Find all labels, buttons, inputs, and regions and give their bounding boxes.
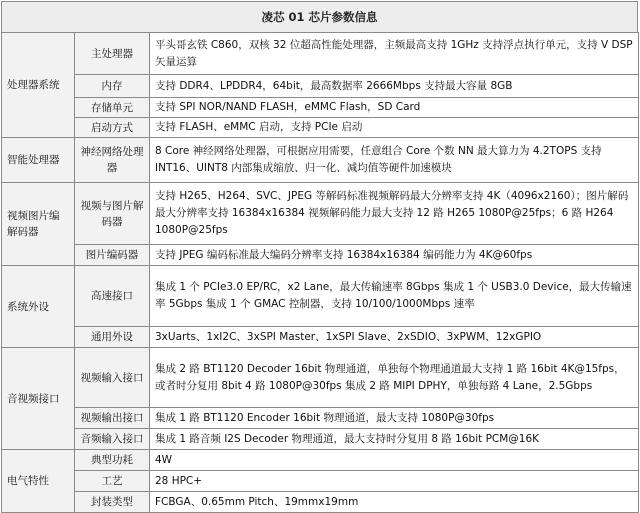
table-row — [2, 471, 639, 492]
category-cell: 处理器系统 — [2, 33, 75, 138]
item-name-cell: 高速接口 — [75, 266, 150, 327]
table-row — [2, 98, 639, 118]
item-name-cell: 视频输出接口 — [75, 408, 150, 429]
item-desc-cell: 集成 1 路音频 I2S Decoder 物理通道，最大支持时分复用 8 路 16bit PCM@16K — [150, 429, 639, 450]
table-row — [2, 183, 639, 245]
category-cell: 电气特性 — [2, 450, 75, 513]
table-row — [2, 408, 639, 429]
table-row — [2, 450, 639, 471]
item-desc-cell: 集成 1 路 BT1120 Encoder 16bit 物理通道，最大支持 1080P@30fps — [150, 408, 639, 429]
item-name-cell: 视频与图片解码器 — [75, 183, 150, 245]
item-name-cell: 存储单元 — [75, 98, 150, 118]
item-desc-cell: 支持 FLASH、eMMC 启动，支持 PCIe 启动 — [150, 118, 639, 138]
table-title: 凌芯 01 芯片参数信息 — [1, 1, 638, 33]
item-desc-cell: 集成 2 路 BT1120 Decoder 16bit 物理通道，单独每个物理通道最大支持 1 路 16bit 4K@15fps，或者时分复用 8bit 4 路 1080P@30fps 集成 2 路 MIPI DPHY，单独每路 4 Lane，2.5Gbps — [150, 348, 639, 408]
item-name-cell: 工艺 — [75, 471, 150, 492]
item-desc-cell: 支持 DDR4、LPDDR4，64bit，最高数据率 2666Mbps 支持最大容量 8GB — [150, 75, 639, 98]
table-row — [2, 138, 639, 183]
item-name-cell: 神经网络处理器 — [75, 138, 150, 183]
table-row — [2, 492, 639, 513]
table-row — [2, 118, 639, 138]
category-cell: 智能处理器 — [2, 138, 75, 183]
item-name-cell: 视频输入接口 — [75, 348, 150, 408]
table-row — [2, 266, 639, 327]
item-desc-cell: FCBGA、0.65mm Pitch、19mmx19mm — [150, 492, 639, 513]
item-name-cell: 典型功耗 — [75, 450, 150, 471]
table-row — [2, 245, 639, 266]
item-desc-cell: 3xUarts、1xI2C、3xSPI Master、1xSPI Slave、2xSDIO、3xPWM、12xGPIO — [150, 327, 639, 348]
item-name-cell: 图片编码器 — [75, 245, 150, 266]
item-name-cell: 封装类型 — [75, 492, 150, 513]
item-desc-cell: 4W — [150, 450, 639, 471]
item-desc-cell: 平头哥玄铁 C860，双核 32 位超高性能处理器，主频最高支持 1GHz 支持浮点执行单元，支持 V DSP 矢量运算 — [150, 33, 639, 75]
table-row — [2, 327, 639, 348]
category-cell: 视频图片编解码器 — [2, 183, 75, 266]
item-desc-cell: 支持 SPI NOR/NAND FLASH，eMMC Flash，SD Card — [150, 98, 639, 118]
table-row — [2, 429, 639, 450]
item-name-cell: 内存 — [75, 75, 150, 98]
item-desc-cell: 集成 1 个 PCIe3.0 EP/RC，x2 Lane，最大传输速率 8Gbps 集成 1 个 USB3.0 Device，最大传输速率 5Gbps 集成 1 个 GMAC 控制器，支持 10/100/1000Mbps 速率 — [150, 266, 639, 327]
item-desc-cell: 支持 H265、H264、SVC、JPEG 等解码标准视频解码最大分辨率支持 4K（4096x2160）；图片解码最大分辨率支持 16384x16384 视频解码能力最大支持 12 路 H265 1080P@25fps；6 路 H264 1080P@25fps — [150, 183, 639, 245]
table-row — [2, 75, 639, 98]
item-desc-cell: 8 Core 神经网络处理器，可根据应用需要，任意组合 Core 个数 NN 最大算力为 4.2TOPS 支持 INT16、UINT8 内部集成缩放、归一化、减均值等硬件加速模块 — [150, 138, 639, 183]
item-desc-cell: 支持 JPEG 编码标准最大编码分辨率支持 16384x16384 编码能力为 4K@60fps — [150, 245, 639, 266]
item-name-cell: 启动方式 — [75, 118, 150, 138]
item-name-cell: 通用外设 — [75, 327, 150, 348]
item-desc-cell: 28 HPC+ — [150, 471, 639, 492]
item-name-cell: 主处理器 — [75, 33, 150, 75]
table-row — [2, 33, 639, 75]
category-cell: 音视频接口 — [2, 348, 75, 450]
table-row — [2, 348, 639, 408]
category-cell: 系统外设 — [2, 266, 75, 348]
item-name-cell: 音频输入接口 — [75, 429, 150, 450]
spec-table — [1, 32, 639, 513]
